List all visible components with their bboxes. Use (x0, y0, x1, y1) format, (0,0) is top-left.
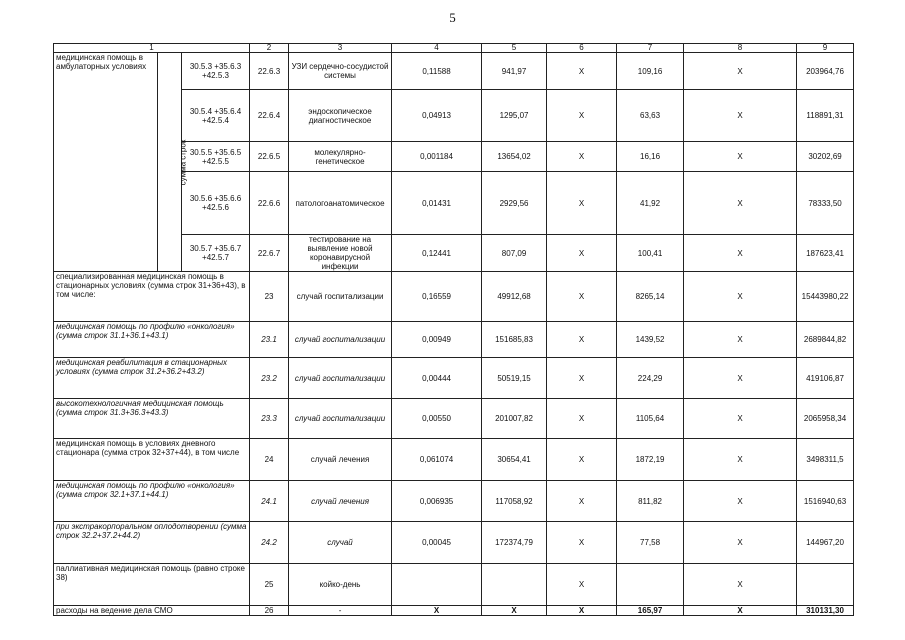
value-cell: 16,16 (617, 142, 684, 172)
value-cell: 49912,68 (482, 272, 547, 322)
value-cell: 144967,20 (797, 522, 854, 564)
value-cell: X (547, 322, 617, 358)
value-cell: 0,12441 (392, 235, 482, 272)
value-cell: X (392, 606, 482, 616)
header-cell: 1 (54, 44, 250, 53)
row-unit-cell: случай (289, 522, 392, 564)
row-unit-cell: случай госпитализации (289, 358, 392, 399)
value-cell (617, 564, 684, 606)
value-cell: X (684, 481, 797, 522)
row-label-cell: расходы на ведение дела СМО (54, 606, 250, 616)
row-lines-cell: 30.5.3 +35.6.3 +42.5.3 (182, 53, 250, 90)
value-cell: X (547, 522, 617, 564)
row-label-cell: медицинская реабилитация в стационарных условиях (сумма строк 31.2+36.2+43.2) (54, 358, 250, 399)
value-cell: 117058,92 (482, 481, 547, 522)
row-lines-cell: 30.5.4 +35.6.4 +42.5.4 (182, 90, 250, 142)
value-cell: 310131,30 (797, 606, 854, 616)
value-cell: 0,006935 (392, 481, 482, 522)
table-row (54, 522, 854, 564)
value-cell: 419106,87 (797, 358, 854, 399)
value-cell: 78333,50 (797, 172, 854, 235)
row-unit-cell: эндоскопическое диагностическое (289, 90, 392, 142)
row-lines-cell: 30.5.6 +35.6.6 +42.5.6 (182, 172, 250, 235)
value-cell: X (684, 399, 797, 439)
row-label-cell: паллиативная медицинская помощь (равно строке 38) (54, 564, 250, 606)
value-cell: 30654,41 (482, 439, 547, 481)
value-cell: X (684, 439, 797, 481)
row-unit-cell: молекулярно-генетическое (289, 142, 392, 172)
row-code-cell: 25 (250, 564, 289, 606)
row-code-cell: 22.6.6 (250, 172, 289, 235)
row-code-cell: 24.1 (250, 481, 289, 522)
table-row (54, 439, 854, 481)
row-code-cell: 22.6.5 (250, 142, 289, 172)
value-cell: X (684, 522, 797, 564)
header-cell: 7 (617, 44, 684, 53)
row-unit-cell: УЗИ сердечно-сосудистой системы (289, 53, 392, 90)
value-cell: 0,04913 (392, 90, 482, 142)
value-cell: 201007,82 (482, 399, 547, 439)
value-cell: X (684, 142, 797, 172)
value-cell: 203964,76 (797, 53, 854, 90)
value-cell: 1439,52 (617, 322, 684, 358)
header-cell: 5 (482, 44, 547, 53)
row-unit-cell: патологоанатомическое (289, 172, 392, 235)
value-cell: 941,97 (482, 53, 547, 90)
value-cell: 118891,31 (797, 90, 854, 142)
value-cell: 0,00949 (392, 322, 482, 358)
row-code-cell: 24.2 (250, 522, 289, 564)
value-cell: X (547, 272, 617, 322)
value-cell: 1295,07 (482, 90, 547, 142)
value-cell: X (684, 322, 797, 358)
value-cell: X (547, 399, 617, 439)
row-unit-cell: случай госпитализации (289, 399, 392, 439)
value-cell: 1516940,63 (797, 481, 854, 522)
row-code-cell: 23 (250, 272, 289, 322)
value-cell: 0,11588 (392, 53, 482, 90)
value-cell: 151685,83 (482, 322, 547, 358)
value-cell: 1872,19 (617, 439, 684, 481)
row-code-cell: 22.6.3 (250, 53, 289, 90)
value-cell: 0,00045 (392, 522, 482, 564)
table-row (54, 358, 854, 399)
value-cell: X (547, 235, 617, 272)
value-cell: 13654,02 (482, 142, 547, 172)
table-row (54, 272, 854, 322)
table-row-total (54, 606, 854, 616)
value-cell: 1105,64 (617, 399, 684, 439)
table-row (54, 322, 854, 358)
value-cell: X (547, 606, 617, 616)
group-sum-label-cell (158, 53, 188, 272)
header-cell: 8 (684, 44, 797, 53)
table-row (54, 399, 854, 439)
row-lines-cell: 30.5.7 +35.6.7 +42.5.7 (182, 235, 250, 272)
value-cell: 2929,56 (482, 172, 547, 235)
value-cell: X (547, 439, 617, 481)
value-cell: 0,16559 (392, 272, 482, 322)
value-cell: 2689844,82 (797, 322, 854, 358)
value-cell: X (547, 564, 617, 606)
value-cell: X (684, 564, 797, 606)
row-label-cell: специализированная медицинская помощь в стационарных условиях (сумма строк 31+36+43), в том числе: (54, 272, 250, 322)
header-cell: 4 (392, 44, 482, 53)
table-row (54, 564, 854, 606)
value-cell: X (684, 235, 797, 272)
value-cell: 224,29 (617, 358, 684, 399)
value-cell: X (684, 172, 797, 235)
row-unit-cell: случай лечения (289, 439, 392, 481)
value-cell: X (547, 90, 617, 142)
value-cell: 100,41 (617, 235, 684, 272)
value-cell: 109,16 (617, 53, 684, 90)
value-cell: 811,82 (617, 481, 684, 522)
row-label-cell: медицинская помощь по профилю «онкология» (сумма строк 32.1+37.1+44.1) (54, 481, 250, 522)
value-cell: 63,63 (617, 90, 684, 142)
value-cell: 41,92 (617, 172, 684, 235)
value-cell: 0,00444 (392, 358, 482, 399)
value-cell: X (684, 53, 797, 90)
header-cell: 6 (547, 44, 617, 53)
value-cell: 3498311,5 (797, 439, 854, 481)
row-label-cell: высокотехнологичная медицинская помощь (сумма строк 31.3+36.3+43.3) (54, 399, 250, 439)
header-cell: 3 (289, 44, 392, 53)
value-cell: X (684, 272, 797, 322)
group-label-cell: медицинская помощь в амбулаторных условиях (54, 53, 158, 272)
row-code-cell: 22.6.4 (250, 90, 289, 142)
row-code-cell: 23.2 (250, 358, 289, 399)
header-cell: 9 (797, 44, 854, 53)
row-unit-cell: тестирование на выявление новой коронавирусной инфекции (289, 235, 392, 272)
value-cell: 0,01431 (392, 172, 482, 235)
table-row (54, 53, 854, 90)
row-label-cell: медицинская помощь по профилю «онкология» (сумма строк 31.1+36.1+43.1) (54, 322, 250, 358)
value-cell: X (547, 358, 617, 399)
row-code-cell: 26 (250, 606, 289, 616)
value-cell: 172374,79 (482, 522, 547, 564)
table-row (54, 481, 854, 522)
value-cell: 807,09 (482, 235, 547, 272)
value-cell: 30202,69 (797, 142, 854, 172)
value-cell: 187623,41 (797, 235, 854, 272)
sum-rows-label: сумма строк (178, 139, 188, 185)
value-cell (797, 564, 854, 606)
value-cell: X (547, 53, 617, 90)
row-unit-cell: койко-день (289, 564, 392, 606)
value-cell: 0,00550 (392, 399, 482, 439)
row-lines-cell: 30.5.5 +35.6.5 +42.5.5 (182, 142, 250, 172)
value-cell: X (547, 481, 617, 522)
value-cell (482, 564, 547, 606)
value-cell (392, 564, 482, 606)
value-cell: 0,001184 (392, 142, 482, 172)
value-cell: 165,97 (617, 606, 684, 616)
value-cell: 15443980,22 (797, 272, 854, 322)
row-unit-cell: случай лечения (289, 481, 392, 522)
value-cell: X (547, 172, 617, 235)
value-cell: X (684, 606, 797, 616)
row-code-cell: 23.1 (250, 322, 289, 358)
row-unit-cell: случай госпитализации (289, 272, 392, 322)
financial-table (53, 43, 854, 616)
value-cell: 2065958,34 (797, 399, 854, 439)
row-code-cell: 22.6.7 (250, 235, 289, 272)
row-unit-cell: случай госпитализации (289, 322, 392, 358)
header-row (54, 44, 854, 53)
row-unit-cell: - (289, 606, 392, 616)
value-cell: X (482, 606, 547, 616)
value-cell: 50519,15 (482, 358, 547, 399)
row-label-cell: медицинская помощь в условиях дневного стационара (сумма строк 32+37+44), в том числе (54, 439, 250, 481)
value-cell: X (547, 142, 617, 172)
value-cell: 77,58 (617, 522, 684, 564)
value-cell: 8265,14 (617, 272, 684, 322)
value-cell: 0,061074 (392, 439, 482, 481)
row-code-cell: 23.3 (250, 399, 289, 439)
row-label-cell: при экстракорпоральном оплодотворении (сумма строк 32.2+37.2+44.2) (54, 522, 250, 564)
value-cell: X (684, 90, 797, 142)
page-number: 5 (449, 10, 456, 25)
row-code-cell: 24 (250, 439, 289, 481)
value-cell: X (684, 358, 797, 399)
header-cell: 2 (250, 44, 289, 53)
